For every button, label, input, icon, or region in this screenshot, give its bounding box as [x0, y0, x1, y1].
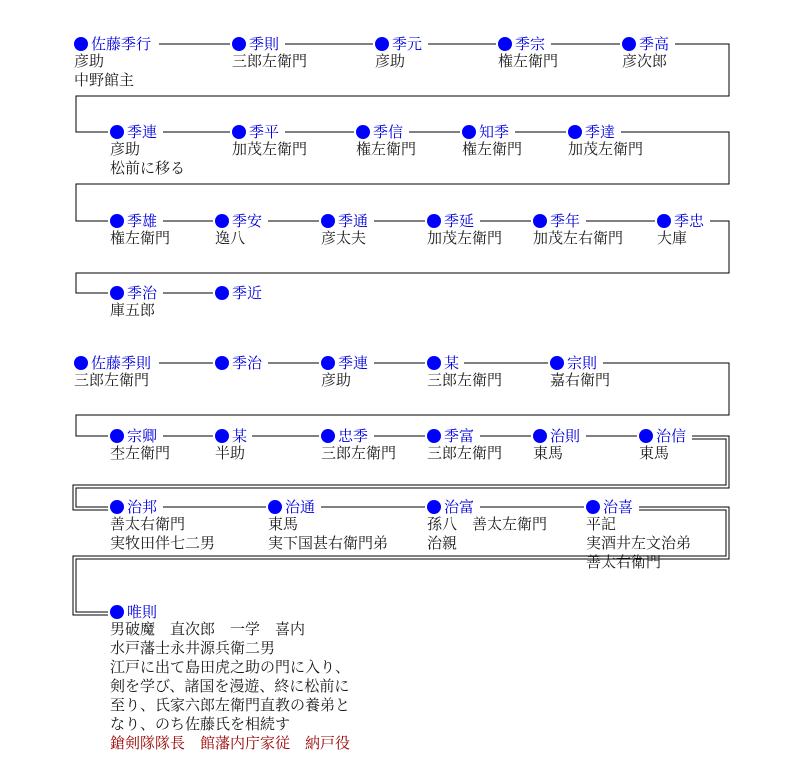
person-dot-icon: [356, 125, 370, 139]
person-note: 嘉右衛門: [550, 371, 611, 389]
person-note: 治親: [427, 534, 458, 552]
person-dot-icon: [232, 125, 246, 139]
person-dot-icon: [110, 214, 124, 228]
person-note: 加茂左衛門: [568, 140, 644, 158]
person-note: 東馬: [533, 444, 564, 462]
person-note: なり、のち佐藤氏を相続す: [110, 715, 291, 733]
person-dot-icon: [568, 125, 582, 139]
person-dot-icon: [550, 356, 564, 370]
person-dot-icon: [321, 429, 335, 443]
person-note-red: 鎗剣隊隊長 館藩内庁家従 納戸役: [110, 734, 351, 752]
person-note: 松前に移る: [110, 159, 186, 177]
person-dot-icon: [498, 37, 512, 51]
lineage-1-row-3-node-4: [427, 212, 502, 247]
person-note: 権左衛門: [356, 140, 417, 158]
person-name: 季安: [232, 212, 263, 230]
person-name: 季信: [373, 123, 404, 141]
person-dot-icon: [268, 500, 282, 514]
person-dot-icon: [427, 356, 441, 370]
person-dot-icon: [110, 286, 124, 300]
person-name: 季富: [444, 427, 475, 445]
person-note: 剣を学び、諸国を漫遊、終に松前に: [110, 677, 350, 695]
person-note: 善太右衛門: [110, 515, 186, 533]
person-name: 治邦: [127, 498, 158, 516]
person-name: 季平: [249, 123, 280, 141]
lineage-2-row-2-node-3: [321, 427, 396, 462]
lineage-2-row-3-node-2: [268, 498, 388, 552]
person-dot-icon: [639, 429, 653, 443]
person-note: 江戸に出て島田虎之助の門に入り、: [110, 658, 351, 676]
person-note: 実牧田伴七二男: [110, 534, 216, 552]
lineage-2-row-4-node-1: [110, 603, 350, 752]
lineage-1-row-2-node-1: [110, 123, 185, 177]
row-wrap-connector: [76, 436, 729, 507]
lineage-1-row-1-node-1: [74, 35, 151, 89]
person-note: 加茂左衛門: [232, 140, 308, 158]
person-dot-icon: [110, 429, 124, 443]
lineage-1-row-2-node-2: [232, 123, 307, 158]
person-name: 季則: [249, 35, 280, 53]
lineage-1-row-2-node-5: [568, 123, 643, 158]
person-name: 治喜: [603, 498, 634, 516]
lineage-1-row-1-node-3: [375, 35, 422, 70]
person-note: 庫五郎: [110, 301, 156, 319]
person-name: 季元: [392, 35, 423, 53]
person-dot-icon: [74, 37, 88, 51]
person-dot-icon: [462, 125, 476, 139]
lineage-1-row-3-node-2: [215, 212, 262, 247]
person-name: 季治: [232, 354, 263, 372]
person-name: 季高: [639, 35, 670, 53]
person-dot-icon: [427, 429, 441, 443]
lineage-1-row-2-node-4: [462, 123, 522, 158]
person-note: 中野館主: [74, 71, 135, 89]
person-note: 杢左衛門: [110, 444, 171, 462]
lineage-2-row-3-node-3: [427, 498, 547, 552]
person-name: 宗則: [567, 354, 598, 372]
lineage-1-row-1-node-2: [232, 35, 307, 70]
person-note: 東馬: [639, 444, 670, 462]
lineage-2-row-2-node-4: [427, 427, 502, 462]
person-name: 季通: [338, 212, 369, 230]
person-dot-icon: [427, 500, 441, 514]
person-name: 忠季: [338, 427, 369, 445]
person-dot-icon: [74, 356, 88, 370]
person-dot-icon: [215, 286, 229, 300]
person-note: 平記: [586, 515, 617, 533]
person-dot-icon: [427, 214, 441, 228]
lineage-2-row-1-node-5: [550, 354, 610, 389]
person-note: 権左衛門: [110, 229, 171, 247]
lineage-2-row-1-node-2: [215, 354, 263, 372]
person-name: 唯則: [127, 603, 158, 621]
person-note: 加茂左衛門: [427, 229, 503, 247]
person-name: 季年: [550, 212, 581, 230]
row-wrap-connector: [76, 363, 729, 436]
person-note: 三郎左衛門: [321, 444, 397, 462]
person-note: 半助: [215, 444, 246, 462]
lineage-2-row-3-node-1: [110, 498, 215, 552]
person-note: 三郎左衛門: [74, 371, 150, 389]
person-note: 至り、氏家六郎左衛門直教の養弟と: [110, 696, 351, 714]
person-dot-icon: [375, 37, 389, 51]
person-name: 季連: [127, 123, 158, 141]
person-note: 権左衛門: [498, 52, 559, 70]
lineage-1-row-4-node-2: [215, 284, 262, 302]
person-note: 彦助: [74, 52, 105, 70]
person-dot-icon: [533, 214, 547, 228]
lineage-1-row-3-node-1: [110, 212, 170, 247]
person-dot-icon: [622, 37, 636, 51]
person-name: 季近: [232, 284, 263, 302]
lineage-2-row-1-node-3: [321, 354, 368, 389]
person-dot-icon: [586, 500, 600, 514]
person-note: 実下国甚右衛門弟: [268, 534, 389, 552]
person-name: 治通: [285, 498, 316, 516]
person-note: 彦助: [321, 371, 352, 389]
person-note: 善太右衛門: [586, 553, 662, 571]
person-dot-icon: [110, 125, 124, 139]
person-name: 佐藤季則: [91, 354, 152, 372]
lineage-1-row-3-node-3: [321, 212, 368, 247]
person-dot-icon: [321, 356, 335, 370]
person-name: 某: [444, 354, 460, 372]
person-name: 知季: [479, 123, 510, 141]
person-name: 某: [232, 427, 248, 445]
person-dot-icon: [232, 37, 246, 51]
person-dot-icon: [657, 214, 671, 228]
person-note: 加茂左右衛門: [533, 229, 624, 247]
person-name: 宗卿: [127, 427, 158, 445]
person-name: 季延: [444, 212, 475, 230]
lineage-2-row-2-node-6: [639, 427, 686, 462]
person-note: 孫八 善太左衛門: [427, 515, 548, 533]
person-note: 三郎左衛門: [427, 444, 503, 462]
person-name: 季忠: [674, 212, 705, 230]
person-note: 権左衛門: [462, 140, 523, 158]
lineage-1-row-1-node-4: [498, 35, 558, 70]
person-name: 佐藤季行: [91, 35, 152, 53]
person-note: 三郎左衛門: [427, 371, 503, 389]
person-name: 治富: [444, 498, 475, 516]
lineage-1-row-3-node-5: [533, 212, 623, 247]
person-name: 季達: [585, 123, 616, 141]
person-dot-icon: [215, 356, 229, 370]
person-note: 実酒井左文治弟: [586, 534, 692, 552]
genealogy-nodes: [74, 35, 705, 752]
person-note: 男破魔 直次郎 一学 喜内: [110, 620, 306, 638]
person-note: 彦太夫: [321, 229, 367, 247]
lineage-2-row-1-node-1: [74, 354, 151, 389]
person-note: 東馬: [268, 515, 299, 533]
person-dot-icon: [110, 500, 124, 514]
lineage-1-row-3-node-6: [657, 212, 705, 247]
lineage-1-row-2-node-3: [356, 123, 416, 158]
person-note: 逸八: [215, 229, 246, 247]
person-dot-icon: [215, 429, 229, 443]
lineage-1-row-1-node-5: [622, 35, 669, 70]
lineage-1-row-4-node-1: [110, 284, 158, 319]
person-dot-icon: [321, 214, 335, 228]
person-name: 季宗: [515, 35, 546, 53]
person-dot-icon: [215, 214, 229, 228]
lineage-2-row-2-node-1: [110, 427, 170, 462]
person-note: 水戸藩士永井源兵衛二男: [110, 639, 276, 657]
lineage-2-row-2-node-2: [215, 427, 247, 462]
person-name: 季治: [127, 284, 158, 302]
person-note: 大庫: [657, 229, 688, 247]
person-dot-icon: [110, 605, 124, 619]
row-wrap-connector: [76, 221, 729, 293]
lineage-2-row-1-node-4: [427, 354, 502, 389]
person-name: 季連: [338, 354, 369, 372]
lineage-2-row-3-node-4: [586, 498, 691, 571]
lineage-2-row-2-node-5: [533, 427, 580, 462]
person-dot-icon: [533, 429, 547, 443]
person-note: 彦次郎: [622, 52, 668, 70]
person-name: 治信: [656, 427, 687, 445]
person-name: 季雄: [127, 212, 158, 230]
person-note: 三郎左衛門: [232, 52, 308, 70]
person-name: 治則: [550, 427, 581, 445]
person-note: 彦助: [375, 52, 406, 70]
person-note: 彦助: [110, 140, 141, 158]
